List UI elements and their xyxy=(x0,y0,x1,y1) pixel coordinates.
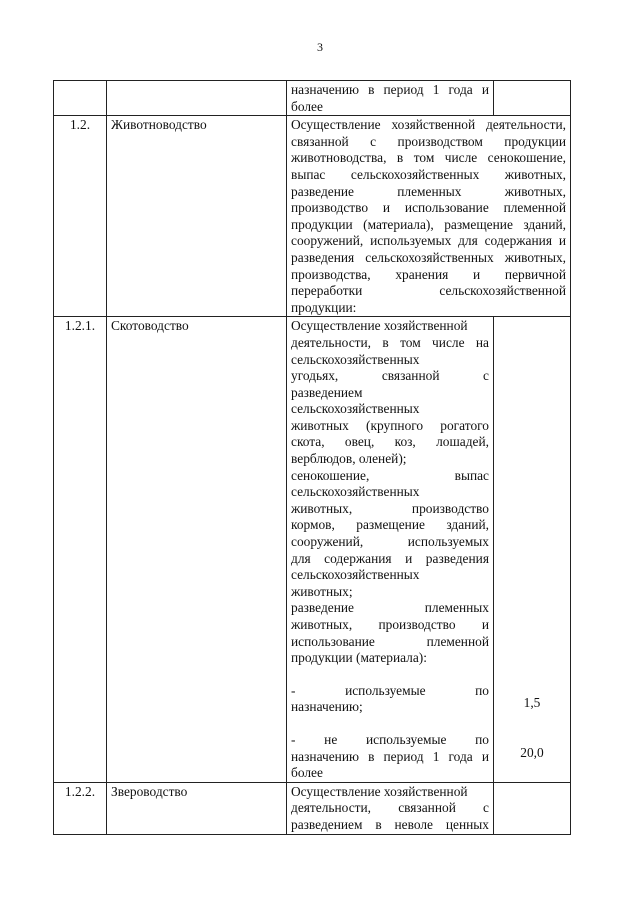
row-value xyxy=(494,782,571,834)
row-value xyxy=(494,81,571,116)
desc-line: сельскохозяйственных xyxy=(291,567,420,583)
desc-line: животноводства, в том числе сенокошение, xyxy=(291,150,566,166)
desc-line: выпас сельскохозяйственных животных, xyxy=(291,166,566,182)
row-number xyxy=(54,81,107,116)
row-description xyxy=(287,317,494,782)
table-row xyxy=(54,116,571,317)
row-description xyxy=(287,116,571,317)
desc-line: сельскохозяйственных xyxy=(291,484,420,500)
desc-line: кормов, размещение зданий, xyxy=(291,517,489,533)
desc-line: продукции (материала): xyxy=(291,650,427,666)
land-use-table xyxy=(53,80,571,835)
desc-line: верблюдов, оленей); xyxy=(291,451,407,467)
page-number: 3 xyxy=(317,40,323,54)
table-row xyxy=(54,81,571,116)
item-value: 1,5 xyxy=(523,695,541,711)
row-values xyxy=(494,317,571,782)
row-name: Звероводство xyxy=(107,782,287,834)
desc-line: разведение племенных xyxy=(291,600,489,616)
desc-line: животных, производство xyxy=(291,500,489,516)
desc-line: разведения сельскохозяйственных животных, xyxy=(291,249,566,265)
item-line: назначению в период 1 года и xyxy=(291,748,489,764)
item-line: - используемые по xyxy=(291,682,489,698)
desc-line: Осуществление хозяйственной xyxy=(291,783,468,799)
row-name: Скотоводство xyxy=(107,317,287,782)
desc-line: сельскохозяйственных xyxy=(291,351,420,367)
item-line: более xyxy=(291,765,323,781)
desc-line: сенокошение, выпас xyxy=(291,467,489,483)
desc-line: продукции (материала), размещение зданий, xyxy=(291,216,566,232)
row-name: Животноводство xyxy=(107,116,287,317)
desc-line: животных, производство и xyxy=(291,617,489,632)
item-value: 20,0 xyxy=(520,744,544,760)
item-line: назначению; xyxy=(291,699,363,715)
desc-line: сооружений, используемых для содержания и xyxy=(291,233,566,249)
desc-line: разведением в неволе ценных xyxy=(291,816,489,832)
desc-line: Осуществление хозяйственной деятельности, xyxy=(291,117,566,133)
desc-line: скота, овец, коз, лошадей, xyxy=(291,434,489,450)
desc-line: сельскохозяйственных xyxy=(291,401,420,417)
desc-line: назначению в период 1 года и xyxy=(291,82,489,97)
row-number: 1.2. xyxy=(54,116,107,317)
desc-line: сооружений, используемых xyxy=(291,534,489,550)
desc-line: переработки сельскохозяйственной xyxy=(291,283,566,299)
desc-line: Осуществление хозяйственной xyxy=(291,318,468,334)
row-number: 1.2.2. xyxy=(54,782,107,834)
desc-line: продукции: xyxy=(291,299,357,315)
desc-line: угодьях, связанной с xyxy=(291,368,489,384)
desc-line: животных (крупного рогатого xyxy=(291,417,489,433)
row-name xyxy=(107,81,287,116)
desc-line: деятельности, связанной с xyxy=(291,800,489,816)
item-line: - не используемые по xyxy=(291,731,489,747)
desc-line: использование племенной xyxy=(291,633,489,649)
desc-line: животных; xyxy=(291,583,353,599)
desc-line: разведением xyxy=(291,384,363,400)
desc-line: разведение племенных животных, xyxy=(291,183,566,199)
row-description xyxy=(287,782,494,834)
row-description xyxy=(287,81,494,116)
table-row xyxy=(54,317,571,782)
desc-line: для содержания и разведения xyxy=(291,550,489,566)
desc-line: деятельности, в том числе на xyxy=(291,334,489,350)
table-row xyxy=(54,782,571,834)
desc-line: производство и использование племенной xyxy=(291,200,566,216)
row-number: 1.2.1. xyxy=(54,317,107,782)
desc-line: производства, хранения и первичной xyxy=(291,266,566,282)
desc-line: связанной с производством продукции xyxy=(291,133,566,149)
desc-line: более xyxy=(291,98,323,114)
